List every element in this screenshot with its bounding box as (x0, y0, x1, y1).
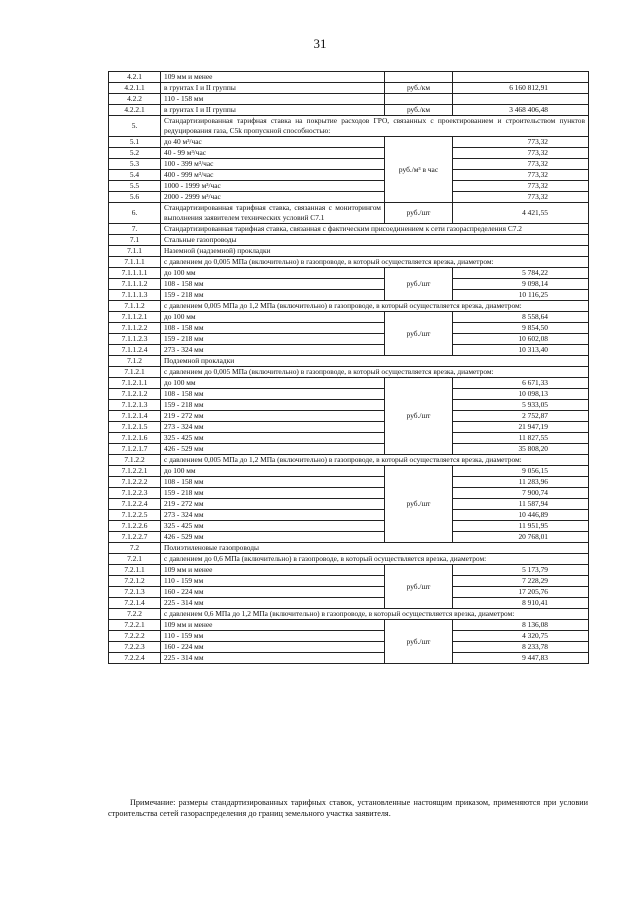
row-desc: 108 - 158 мм (161, 477, 385, 488)
row-code: 5.1 (109, 137, 161, 148)
table-row (109, 137, 589, 148)
table-row (109, 159, 589, 170)
row-desc: 110 - 158 мм (161, 94, 385, 105)
table-row (109, 587, 589, 598)
row-value: 8 910,41 (453, 598, 589, 609)
row-desc: в грунтах I и II группы (161, 105, 385, 116)
row-code: 7.1.2.1.7 (109, 444, 161, 455)
table-row (109, 532, 589, 543)
row-value: 9 056,15 (453, 466, 589, 477)
group-unit: руб./шт (385, 378, 453, 455)
table-row (109, 334, 589, 345)
row-desc: 100 - 399 м³/час (161, 159, 385, 170)
row-value: 3 468 406,48 (453, 105, 589, 116)
row-value: 9 854,50 (453, 323, 589, 334)
row-value: 9 098,14 (453, 279, 589, 290)
table-row (109, 312, 589, 323)
group-unit: руб./шт (385, 466, 453, 543)
row-desc: Стандартизированная тарифная ставка, связанная с фактическим присоединением к сети газораспределения C7.2 (161, 224, 589, 235)
row-value: 10 313,40 (453, 345, 589, 356)
table-row (109, 620, 589, 631)
row-unit: руб./шт (385, 203, 453, 224)
row-value: 773,32 (453, 148, 589, 159)
footnote: Примечание: размеры стандартизированных тарифных ставок, установленные настоящим приказом, применяются при условии строительства сетей газораспределения до границ земельного участка заявителя. (108, 798, 588, 818)
table-row (109, 83, 589, 94)
row-desc: с давлением 0,6 МПа до 1,2 МПа (включительно) в газопроводе, в который осуществляется врезка, диаметром: (161, 609, 589, 620)
row-code: 7.1.2.2.1 (109, 466, 161, 477)
row-value: 6 160 812,91 (453, 83, 589, 94)
row-desc: в грунтах I и II группы (161, 83, 385, 94)
table-row (109, 455, 589, 466)
row-desc: 426 - 529 мм (161, 444, 385, 455)
row-desc: с давлением 0,005 МПа до 1,2 МПа (включительно) в газопроводе, в который осуществляется врезка, диаметром: (161, 301, 589, 312)
table-row (109, 235, 589, 246)
row-value: 11 951,95 (453, 521, 589, 532)
table-row (109, 378, 589, 389)
row-value: 4 421,55 (453, 203, 589, 224)
row-code: 5.5 (109, 181, 161, 192)
table-row (109, 631, 589, 642)
row-code: 7. (109, 224, 161, 235)
row-desc: 225 - 314 мм (161, 653, 385, 664)
row-desc: 109 мм и менее (161, 72, 385, 83)
row-code: 7.1.2.2.6 (109, 521, 161, 532)
row-value: 4 320,75 (453, 631, 589, 642)
table-row (109, 192, 589, 203)
row-desc: 273 - 324 мм (161, 422, 385, 433)
row-desc: 108 - 158 мм (161, 389, 385, 400)
row-desc: 159 - 218 мм (161, 290, 385, 301)
row-code: 4.2.2 (109, 94, 161, 105)
row-value: 773,32 (453, 192, 589, 203)
row-desc: до 100 мм (161, 466, 385, 477)
row-value: 10 098,13 (453, 389, 589, 400)
row-value: 7 900,74 (453, 488, 589, 499)
table-row (109, 389, 589, 400)
table-row (109, 433, 589, 444)
row-code: 7.1.1.2 (109, 301, 161, 312)
table-row (109, 116, 589, 137)
table-row (109, 203, 589, 224)
row-desc: до 100 мм (161, 312, 385, 323)
row-desc: 219 - 272 мм (161, 499, 385, 510)
row-desc: 400 - 999 м³/час (161, 170, 385, 181)
row-desc: 225 - 314 мм (161, 598, 385, 609)
row-code: 7.1.2.2.3 (109, 488, 161, 499)
table-row (109, 609, 589, 620)
row-value: 773,32 (453, 170, 589, 181)
row-desc: Наземной (надземной) прокладки (161, 246, 589, 257)
table-row (109, 323, 589, 334)
row-code: 7.1.1 (109, 246, 161, 257)
table-row (109, 543, 589, 554)
row-value: 9 447,83 (453, 653, 589, 664)
row-code: 7.1.1.1 (109, 257, 161, 268)
table-row (109, 510, 589, 521)
row-code: 7.2.2.4 (109, 653, 161, 664)
row-value: 11 587,94 (453, 499, 589, 510)
row-value: 5 933,05 (453, 400, 589, 411)
row-code: 7.1.2.1.3 (109, 400, 161, 411)
table-row (109, 268, 589, 279)
group-unit: руб./шт (385, 268, 453, 301)
row-desc: 110 - 159 мм (161, 576, 385, 587)
row-desc: Полиэтиленовые газопроводы (161, 543, 589, 554)
row-desc: 2000 - 2999 м³/час (161, 192, 385, 203)
row-desc: 325 - 425 мм (161, 521, 385, 532)
row-desc: 108 - 158 мм (161, 279, 385, 290)
row-code: 7.2.1.3 (109, 587, 161, 598)
table-row (109, 653, 589, 664)
row-unit: руб./км (385, 83, 453, 94)
row-code: 5.2 (109, 148, 161, 159)
row-code: 4.2.1 (109, 72, 161, 83)
row-desc: 108 - 158 мм (161, 323, 385, 334)
table-row (109, 565, 589, 576)
row-value: 8 233,78 (453, 642, 589, 653)
group-unit: руб./шт (385, 620, 453, 664)
row-desc: 159 - 218 мм (161, 334, 385, 345)
row-code: 7.1.2.1.1 (109, 378, 161, 389)
row-value: 10 446,89 (453, 510, 589, 521)
row-value: 8 558,64 (453, 312, 589, 323)
table-row (109, 257, 589, 268)
table-row (109, 554, 589, 565)
row-code: 5.4 (109, 170, 161, 181)
row-value: 773,32 (453, 159, 589, 170)
row-value: 10 116,25 (453, 290, 589, 301)
row-value: 5 173,79 (453, 565, 589, 576)
row-code: 6. (109, 203, 161, 224)
table-row (109, 148, 589, 159)
table-row (109, 400, 589, 411)
table-row (109, 576, 589, 587)
row-value: 5 784,22 (453, 268, 589, 279)
row-value: 10 602,08 (453, 334, 589, 345)
row-value: 11 827,55 (453, 433, 589, 444)
tariff-table (108, 71, 589, 664)
row-code: 7.1.2.1.4 (109, 411, 161, 422)
table-row (109, 356, 589, 367)
row-desc: 160 - 224 мм (161, 587, 385, 598)
row-desc: 110 - 159 мм (161, 631, 385, 642)
row-desc: до 100 мм (161, 268, 385, 279)
row-desc: 273 - 324 мм (161, 510, 385, 521)
table-row (109, 345, 589, 356)
row-value: 6 671,33 (453, 378, 589, 389)
row-code: 7.2.1.1 (109, 565, 161, 576)
row-code: 7.1.1.1.3 (109, 290, 161, 301)
table-row (109, 367, 589, 378)
row-desc: 273 - 324 мм (161, 345, 385, 356)
row-value: 21 947,19 (453, 422, 589, 433)
table-row (109, 422, 589, 433)
row-code: 7.1.1.1.2 (109, 279, 161, 290)
group-unit: руб./шт (385, 312, 453, 356)
row-code: 5.3 (109, 159, 161, 170)
row-desc: до 100 мм (161, 378, 385, 389)
table-row (109, 499, 589, 510)
row-code: 7.2.2.3 (109, 642, 161, 653)
row-value: 8 136,08 (453, 620, 589, 631)
row-code: 7.1.2.1 (109, 367, 161, 378)
row-code: 7.1.2.2.5 (109, 510, 161, 521)
row-code: 7.2.1 (109, 554, 161, 565)
row-unit: руб./км (385, 105, 453, 116)
row-desc: 426 - 529 мм (161, 532, 385, 543)
row-code: 7.1.1.2.3 (109, 334, 161, 345)
group-unit: руб./шт (385, 565, 453, 609)
row-code: 7.1.2.2.2 (109, 477, 161, 488)
row-code: 7.1.2.1.2 (109, 389, 161, 400)
row-value: 20 768,01 (453, 532, 589, 543)
table-row (109, 488, 589, 499)
row-code: 7.1 (109, 235, 161, 246)
row-code: 7.1.2.2.7 (109, 532, 161, 543)
row-desc: 219 - 272 мм (161, 411, 385, 422)
row-code: 4.2.2.1 (109, 105, 161, 116)
table-row (109, 279, 589, 290)
row-code: 7.1.1.2.2 (109, 323, 161, 334)
row-code: 7.1.2.1.5 (109, 422, 161, 433)
table-row (109, 477, 589, 488)
table-row (109, 301, 589, 312)
row-value: 17 205,76 (453, 587, 589, 598)
row-code: 7.1.2.2 (109, 455, 161, 466)
row-code: 7.2.2 (109, 609, 161, 620)
row-value: 11 283,96 (453, 477, 589, 488)
row-desc: 159 - 218 мм (161, 488, 385, 499)
table-row (109, 466, 589, 477)
row-value: 2 752,87 (453, 411, 589, 422)
row-code: 7.2.1.2 (109, 576, 161, 587)
group-unit: руб./м³ в час (385, 137, 453, 203)
row-code: 7.1.2.1.6 (109, 433, 161, 444)
table-row (109, 290, 589, 301)
row-desc: 40 - 99 м³/час (161, 148, 385, 159)
row-code: 7.2.2.2 (109, 631, 161, 642)
row-value: 773,32 (453, 181, 589, 192)
row-code: 4.2.1.1 (109, 83, 161, 94)
table-row (109, 72, 589, 83)
row-code: 7.2.1.4 (109, 598, 161, 609)
row-value: 35 808,20 (453, 444, 589, 455)
row-code: 7.1.2.2.4 (109, 499, 161, 510)
table-row (109, 521, 589, 532)
table-row (109, 642, 589, 653)
row-desc: 325 - 425 мм (161, 433, 385, 444)
row-desc: до 40 м³/час (161, 137, 385, 148)
table-row (109, 411, 589, 422)
row-value: 7 228,29 (453, 576, 589, 587)
row-code: 7.1.1.2.4 (109, 345, 161, 356)
row-desc: с давлением до 0,005 МПа (включительно) в газопроводе, в который осуществляется врезка, диаметром: (161, 257, 589, 268)
row-desc: Стандартизированная тарифная ставка, связанная с мониторингом выполнения заявителем технических условий C7.1 (161, 203, 385, 224)
table-row (109, 94, 589, 105)
row-code: 7.1.1.1.1 (109, 268, 161, 279)
row-desc: с давлением до 0,6 МПа (включительно) в газопроводе, в который осуществляется врезка, диаметром: (161, 554, 589, 565)
table-row (109, 224, 589, 235)
row-desc: Стандартизированная тарифная ставка на покрытие расходов ГРО, связанных с проектированием и строительством пунктов редуцирования газа, C5k пропускной способностью: (161, 116, 589, 137)
row-code: 7.1.2 (109, 356, 161, 367)
row-code: 5. (109, 116, 161, 137)
row-desc: Стальные газопроводы (161, 235, 589, 246)
row-code: 7.1.1.2.1 (109, 312, 161, 323)
table-row (109, 181, 589, 192)
table-row (109, 598, 589, 609)
table-row (109, 170, 589, 181)
row-code: 7.2.2.1 (109, 620, 161, 631)
row-desc: 1000 - 1999 м³/час (161, 181, 385, 192)
table-row (109, 246, 589, 257)
row-desc: с давлением 0,005 МПа до 1,2 МПа (включительно) в газопроводе, в который осуществляется врезка, диаметром: (161, 455, 589, 466)
row-desc: 109 мм и менее (161, 565, 385, 576)
row-desc: 160 - 224 мм (161, 642, 385, 653)
row-desc: 159 - 218 мм (161, 400, 385, 411)
page-number: 31 (313, 36, 327, 51)
table-row (109, 105, 589, 116)
row-code: 5.6 (109, 192, 161, 203)
row-desc: Подземной прокладки (161, 356, 589, 367)
table-row (109, 444, 589, 455)
row-desc: 109 мм и менее (161, 620, 385, 631)
row-value: 773,32 (453, 137, 589, 148)
row-desc: с давлением до 0,005 МПа (включительно) в газопроводе, в который осуществляется врезка, диаметром: (161, 367, 589, 378)
row-code: 7.2 (109, 543, 161, 554)
